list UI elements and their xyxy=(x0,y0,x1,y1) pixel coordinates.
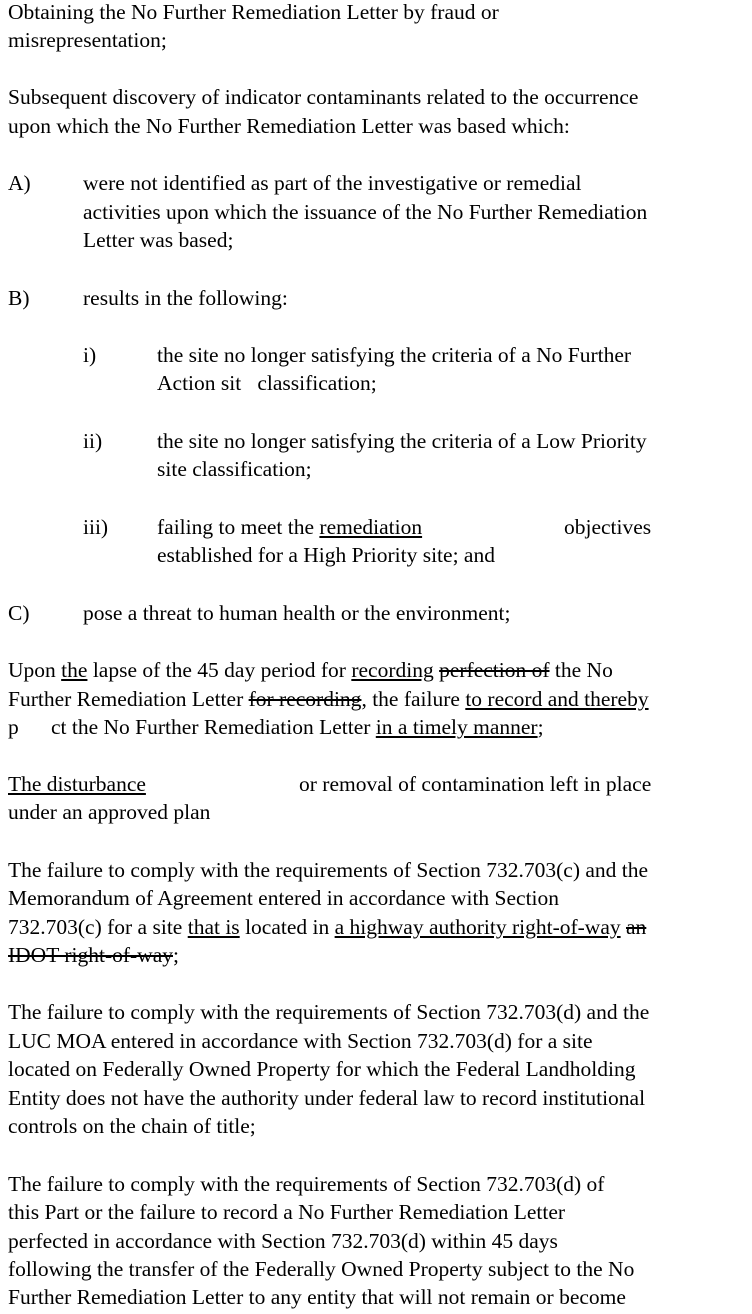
text-line: under an approved plan xyxy=(8,800,211,824)
text-line xyxy=(8,657,613,683)
text-line: the site no longer satisfying the criteria of a No Further xyxy=(157,343,632,367)
text-line: objectives xyxy=(564,515,652,539)
list-label: iii) xyxy=(83,515,109,539)
inserted-text: a highway authority right-of-way xyxy=(334,915,621,939)
text-line xyxy=(8,914,646,940)
text-line: site classification; xyxy=(157,457,312,481)
text-line: The failure to comply with the requirements of Section 732.703(d) of xyxy=(8,1172,605,1196)
text-line: Subsequent discovery of indicator contaminants related to the occurrence xyxy=(8,85,639,109)
inserted-text: the xyxy=(61,658,88,682)
inserted-text: to record and thereby xyxy=(465,687,649,711)
list-label: A) xyxy=(8,171,31,195)
text-run: 732.703(c) for a site xyxy=(8,915,188,939)
text-line xyxy=(8,686,649,712)
text-line xyxy=(8,714,544,740)
text-line: pose a threat to human health or the environment; xyxy=(83,601,511,625)
list-label: i) xyxy=(83,343,97,367)
text-line: located on Federally Owned Property for which the Federal Landholding xyxy=(8,1057,636,1081)
text-run: Further Remediation Letter xyxy=(8,687,249,711)
text-line: results in the following: xyxy=(83,286,288,310)
text-run: ; xyxy=(537,715,544,739)
inserted-text: The disturbance xyxy=(8,772,146,796)
deleted-text: perfection of xyxy=(439,658,550,682)
text-line: controls on the chain of title; xyxy=(8,1114,256,1138)
text-line: or removal of contamination left in place xyxy=(299,772,652,796)
text-line: perfected in accordance with Section 732.703(d) within 45 days xyxy=(8,1229,558,1253)
text-line: Entity does not have the authority under federal law to record institutional xyxy=(8,1086,646,1110)
deleted-text: IDOT right-of-way xyxy=(8,943,173,967)
text-line: Further Remediation Letter to any entity that will not remain or become xyxy=(8,1285,626,1309)
inserted-text: recording xyxy=(351,658,434,682)
text-run: p ct the No Further Remediation Letter xyxy=(8,715,376,739)
text-line: LUC MOA entered in accordance with Section 732.703(d) for a site xyxy=(8,1029,593,1053)
deleted-text: an xyxy=(626,915,647,939)
text-line: were not identified as part of the investigative or remedial xyxy=(83,171,582,195)
text-line xyxy=(8,942,179,968)
text-run: Upon xyxy=(8,658,62,682)
inserted-text: that is xyxy=(187,915,240,939)
text-line: following the transfer of the Federally Owned Property subject to the No xyxy=(8,1257,635,1281)
inserted-text: remediation xyxy=(319,515,423,539)
text-run: failing to meet the xyxy=(157,515,320,539)
text-line: Letter was based; xyxy=(83,228,234,252)
text-line: Obtaining the No Further Remediation Letter by fraud or xyxy=(8,0,499,24)
text-run: , the failure xyxy=(361,687,466,711)
text-line xyxy=(157,514,422,540)
list-label: B) xyxy=(8,286,30,310)
text-run: ; xyxy=(173,943,179,967)
text-line: this Part or the failure to record a No Further Remediation Letter xyxy=(8,1200,566,1224)
text-line: the site no longer satisfying the criteria of a Low Priority xyxy=(157,429,647,453)
text-line: misrepresentation; xyxy=(8,28,167,52)
list-label: ii) xyxy=(83,429,103,453)
text-line: activities upon which the issuance of the No Further Remediation xyxy=(83,200,648,224)
text-line xyxy=(8,771,146,797)
text-line: established for a High Priority site; and xyxy=(157,543,495,567)
deleted-text: for recording xyxy=(248,687,362,711)
text-line: The failure to comply with the requirements of Section 732.703(c) and the xyxy=(8,858,649,882)
text-line: upon which the No Further Remediation Letter was based which: xyxy=(8,114,570,138)
text-run: the No xyxy=(549,658,613,682)
text-line: Memorandum of Agreement entered in accordance with Section xyxy=(8,886,560,910)
text-line: Action sit classification; xyxy=(157,371,377,395)
list-label: C) xyxy=(8,601,30,625)
inserted-text: in a timely manner xyxy=(375,715,538,739)
text-run: located in xyxy=(239,915,335,939)
text-line: The failure to comply with the requirements of Section 732.703(d) and the xyxy=(8,1000,650,1024)
text-run: lapse of the 45 day period for xyxy=(87,658,352,682)
